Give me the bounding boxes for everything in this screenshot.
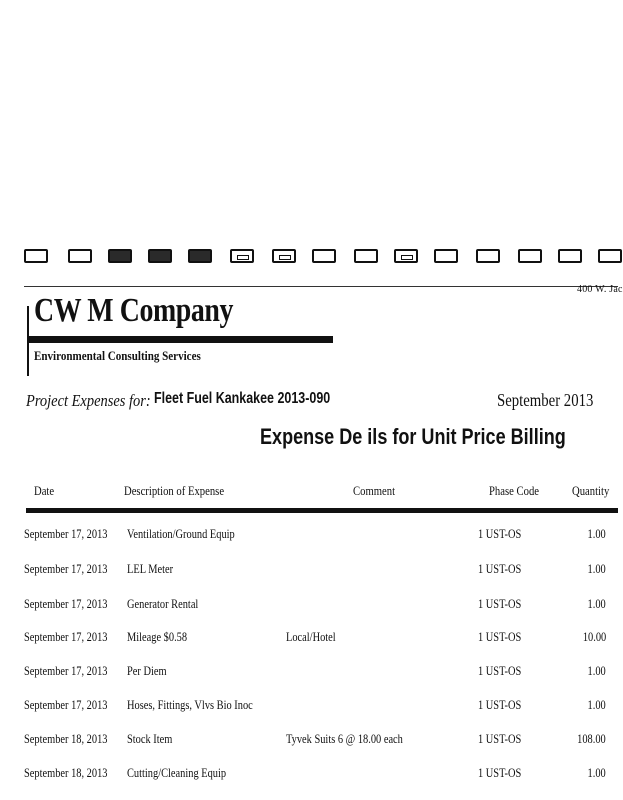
row-description: Mileage $0.58: [127, 629, 188, 644]
form-box-filled: [148, 249, 172, 263]
row-date: September 17, 2013: [24, 697, 108, 712]
form-box: [518, 249, 542, 263]
row-date: September 17, 2013: [24, 561, 108, 576]
form-box-row: [24, 249, 618, 269]
form-box: [24, 249, 48, 263]
row-phase-code: 1 UST-OS: [478, 526, 522, 541]
form-box: [230, 249, 254, 263]
row-quantity: 10.00: [582, 629, 606, 644]
row-phase-code: 1 UST-OS: [478, 561, 522, 576]
row-date: September 17, 2013: [24, 596, 108, 611]
form-box: [598, 249, 622, 263]
form-box: [476, 249, 500, 263]
row-description: Cutting/Cleaning Equip: [127, 765, 227, 780]
row-description: Per Diem: [127, 663, 167, 678]
form-box: [558, 249, 582, 263]
row-phase-code: 1 UST-OS: [478, 731, 522, 746]
row-date: September 18, 2013: [24, 765, 108, 780]
row-phase-code: 1 UST-OS: [478, 629, 522, 644]
form-box: [434, 249, 458, 263]
col-header-comment: Comment: [353, 483, 396, 498]
form-box: [394, 249, 418, 263]
form-box: [354, 249, 378, 263]
row-comment: Tyvek Suits 6 @ 18.00 each: [286, 731, 403, 746]
row-phase-code: 1 UST-OS: [478, 663, 522, 678]
row-date: September 17, 2013: [24, 629, 108, 644]
col-header-date: Date: [34, 483, 55, 498]
row-phase-code: 1 UST-OS: [478, 596, 522, 611]
col-header-quantity: Quantity: [572, 483, 610, 498]
row-date: September 17, 2013: [24, 663, 108, 678]
project-name: Fleet Fuel Kankakee 2013-090: [154, 390, 331, 407]
row-date: September 17, 2013: [24, 526, 108, 541]
row-quantity: 108.00: [577, 731, 606, 746]
row-quantity: 1.00: [587, 765, 606, 780]
company-address: 400 W. Jac: [577, 284, 623, 295]
row-description: Ventilation/Ground Equip: [127, 526, 235, 541]
row-quantity: 1.00: [587, 663, 606, 678]
row-date: September 18, 2013: [24, 731, 108, 746]
row-quantity: 1.00: [587, 596, 606, 611]
project-label: Project Expenses for:: [26, 391, 151, 410]
table-header-rule: [26, 508, 618, 513]
form-box: [272, 249, 296, 263]
row-description: Generator Rental: [127, 596, 199, 611]
form-box: [68, 249, 92, 263]
form-box-filled: [108, 249, 132, 263]
row-phase-code: 1 UST-OS: [478, 697, 522, 712]
row-description: LEL Meter: [127, 561, 174, 576]
col-header-description: Description of Expense: [124, 483, 225, 498]
row-phase-code: 1 UST-OS: [478, 765, 522, 780]
form-box-filled: [188, 249, 212, 263]
row-quantity: 1.00: [587, 697, 606, 712]
row-description: Stock Item: [127, 731, 173, 746]
letterhead-underline: [28, 336, 333, 343]
report-month: September 2013: [497, 390, 594, 410]
row-quantity: 1.00: [587, 526, 606, 541]
row-quantity: 1.00: [587, 561, 606, 576]
page-title: Expense De ils for Unit Price Billing: [260, 424, 566, 449]
row-description: Hoses, Fittings, Vlvs Bio Inoc: [127, 697, 253, 712]
form-box: [312, 249, 336, 263]
company-subtitle: Environmental Consulting Services: [34, 348, 201, 363]
header-rule: [24, 286, 618, 287]
row-comment: Local/Hotel: [286, 629, 336, 644]
col-header-phase-code: Phase Code: [489, 483, 540, 498]
company-name: CW M Company: [34, 292, 234, 329]
